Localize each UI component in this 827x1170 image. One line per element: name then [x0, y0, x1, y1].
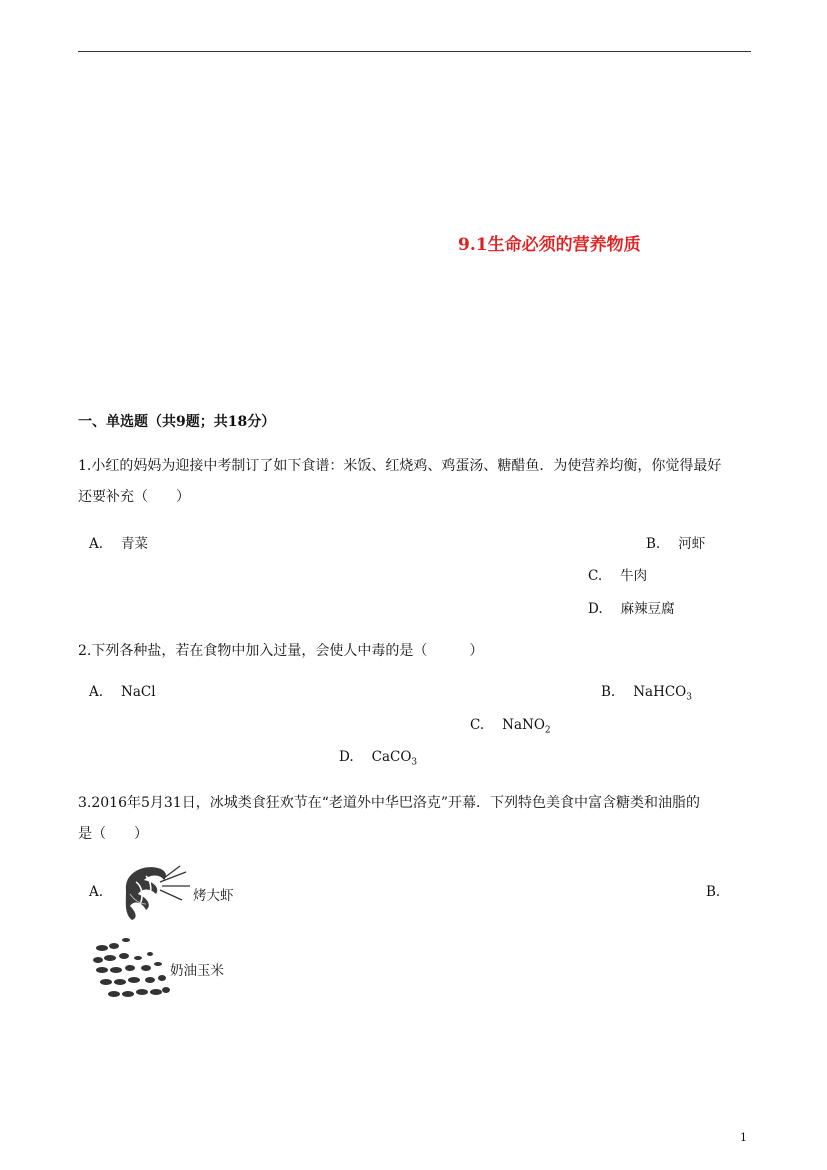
option-text: 青菜	[121, 536, 149, 552]
question-1-line2: 还要补充（ ）	[78, 489, 190, 505]
header-rule	[78, 51, 751, 52]
q2-option-a[interactable]	[89, 684, 156, 700]
option-subscript: 2	[544, 725, 551, 736]
option-letter: B.	[601, 684, 616, 700]
option-letter: C.	[470, 717, 485, 733]
page-title: 9.1生命必须的营养物质	[458, 235, 641, 255]
q2-option-c[interactable]	[470, 717, 551, 736]
option-text: CaCO	[371, 749, 412, 765]
question-3-line2: 是（ ）	[78, 826, 148, 842]
q3-option-a-text: 烤大虾	[193, 888, 234, 904]
page-number: 1	[740, 1131, 747, 1144]
q1-option-d[interactable]	[588, 597, 675, 617]
option-letter: A.	[89, 536, 104, 552]
option-text: 河虾	[678, 536, 706, 552]
option-letter: A.	[89, 684, 104, 700]
question-1-line1: 1.小红的妈妈为迎接中考制订了如下食谱：米饭、红烧鸡、鸡蛋汤、糖醋鱼．为使营养均衡，你觉得最好	[78, 458, 722, 474]
corn-icon	[90, 934, 172, 1002]
question-3-line1: 3.2016年5月31日，冰城类食狂欢节在“老道外中华巴洛克”开幕．下列特色美食中富含糖类和油脂的	[78, 795, 701, 811]
option-text: 牛肉	[620, 568, 648, 584]
q1-option-c[interactable]	[588, 564, 647, 584]
question-2-line1: 2.下列各种盐，若在食物中加入过量，会使人中毒的是（ ）	[78, 643, 484, 659]
option-text: NaNO	[502, 717, 545, 733]
option-subscript: 3	[686, 692, 692, 703]
option-letter: C.	[588, 568, 603, 584]
option-subscript: 3	[411, 757, 418, 768]
section-heading: 一、单选题（共9题；共18分）	[78, 414, 276, 430]
option-letter: D.	[339, 749, 354, 765]
q1-option-a[interactable]	[89, 532, 148, 552]
q3-option-b-letter[interactable]: B.	[706, 884, 721, 900]
option-text: 麻辣豆腐	[620, 601, 675, 617]
shrimp-icon	[116, 860, 192, 924]
q3-option-b-text: 奶油玉米	[170, 963, 224, 979]
q2-option-d[interactable]	[339, 749, 417, 768]
option-text: NaHCO	[633, 684, 687, 700]
q1-option-b[interactable]	[646, 532, 705, 552]
option-letter: D.	[588, 601, 603, 617]
q3-option-a-letter[interactable]: A.	[89, 884, 104, 900]
option-letter: B.	[646, 536, 661, 552]
q2-option-b[interactable]	[601, 684, 692, 703]
option-text: NaCl	[121, 684, 156, 700]
